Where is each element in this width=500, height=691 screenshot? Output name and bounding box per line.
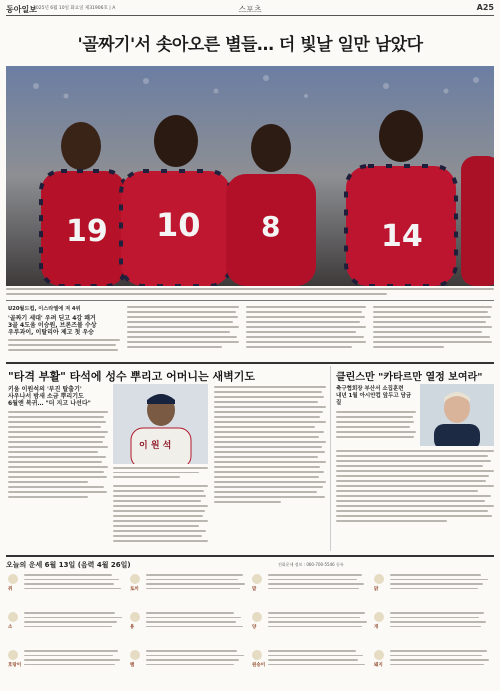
soccer-players-illustration — [6, 66, 494, 286]
section-label: 스포츠 — [238, 5, 262, 14]
jersey-number: 14 — [381, 219, 423, 254]
zodiac-icon — [252, 650, 262, 660]
zodiac-icon — [252, 574, 262, 584]
story1-subhead: U20월드컵, 이스라엘에 져 4위 — [8, 306, 81, 312]
story3-subhead: 내년 1월 아시안컵 앞두고 담금질 — [336, 393, 412, 406]
zodiac-icon — [252, 612, 262, 622]
zodiac-fortune-text — [390, 612, 490, 630]
zodiac-label: 쥐 — [8, 587, 13, 592]
story2-body-column — [214, 386, 326, 506]
story1-body-column — [127, 306, 239, 351]
zodiac-fortune-text — [146, 574, 246, 592]
story2-headline: "타격 부활" 타석에 성수 뿌리고 어머니는 새벽기도 — [8, 370, 255, 383]
zodiac-icon — [130, 574, 140, 584]
story1-subhead: '골짜기 세대' 우려 딛고 4강 쾌거 — [8, 315, 96, 322]
section-divider — [6, 555, 494, 557]
zodiac-label: 토끼 — [130, 587, 139, 592]
story2-subhead: 키움 이원석의 '부진 탈출기' — [8, 386, 82, 393]
zodiac-fortune-text — [268, 612, 368, 630]
zodiac-fortune-text — [390, 650, 490, 668]
story1-body-column — [373, 306, 492, 351]
zodiac-label: 말 — [252, 587, 257, 592]
main-photo — [6, 66, 494, 286]
column-divider — [330, 366, 331, 551]
zodiac-fortune-text — [390, 574, 490, 592]
story1-body-column — [246, 306, 366, 351]
zodiac-icon — [130, 612, 140, 622]
section-divider — [6, 300, 494, 301]
zodiac-icon — [8, 650, 18, 660]
zodiac-fortune-text — [24, 574, 124, 592]
main-headline: '골짜기'서 솟아오른 별들… 더 빛날 일만 남았다 — [77, 35, 423, 55]
zodiac-label: 양 — [252, 625, 257, 630]
story1-subhead: 우루과이, 이탈리아 제고 첫 우승 — [8, 329, 94, 336]
zodiac-icon — [374, 612, 384, 622]
zodiac-label: 소 — [8, 625, 13, 630]
jersey-number: 19 — [66, 214, 108, 249]
zodiac-label: 원숭이 — [252, 663, 266, 668]
story2-subhead: 6월엔 복귀… "더 지고 나선다" — [8, 400, 91, 407]
story3-photo — [420, 384, 494, 446]
photo-caption — [6, 288, 494, 298]
story2-subhead: 사우나서 밤새 소금 뿌리기도 — [8, 393, 84, 400]
story1-subhead: 3골 4도움 이승원, 브론즈볼 수상 — [8, 322, 97, 329]
zodiac-icon — [374, 574, 384, 584]
story2-lead-column — [8, 386, 108, 501]
zodiac-label: 용 — [130, 625, 135, 630]
zodiac-icon — [8, 574, 18, 584]
fortune-title: 오늘의 운세 6월 13일 (음력 4월 26일) — [6, 561, 131, 569]
story2-photo-caption — [113, 467, 208, 481]
zodiac-label: 뱀 — [130, 663, 135, 668]
jersey-number: 10 — [156, 206, 201, 244]
story1-lead-column — [8, 306, 120, 354]
zodiac-label: 개 — [374, 625, 379, 630]
zodiac-icon — [374, 650, 384, 660]
baseball-player-illustration — [113, 384, 208, 464]
player-jersey-name: 이 원 석 — [139, 441, 172, 451]
section-divider — [6, 362, 494, 364]
issue-info: 2025년 6월 10일 화요일 제31906호 | A — [33, 6, 116, 11]
story3-lead-column — [336, 386, 416, 441]
newspaper-masthead: 동아일보 — [6, 5, 37, 14]
zodiac-fortune-text — [24, 612, 124, 630]
header-rule — [6, 15, 494, 16]
fortune-notice: 전화운세 정보 : 060-700-5546 등록 — [278, 562, 344, 567]
zodiac-fortune-text — [146, 612, 246, 630]
story3-subhead: 축구협회장 부산서 소집훈련 — [336, 386, 404, 392]
zodiac-icon — [130, 650, 140, 660]
story3-headline: 클린스만 "카타르만 열정 보여라" — [336, 372, 483, 383]
zodiac-label: 돼지 — [374, 663, 383, 668]
zodiac-label: 닭 — [374, 587, 379, 592]
story3-body-column — [336, 450, 494, 525]
zodiac-icon — [8, 612, 18, 622]
coach-portrait-illustration — [420, 384, 494, 446]
jersey-number: 8 — [261, 210, 281, 243]
zodiac-label: 호랑이 — [8, 663, 22, 668]
page-number: A25 — [476, 3, 494, 12]
story2-photo — [113, 384, 208, 464]
story2-body-column — [113, 485, 208, 545]
zodiac-fortune-text — [268, 650, 368, 668]
zodiac-fortune-text — [146, 650, 246, 668]
zodiac-fortune-text — [24, 650, 124, 668]
zodiac-fortune-text — [268, 574, 368, 592]
